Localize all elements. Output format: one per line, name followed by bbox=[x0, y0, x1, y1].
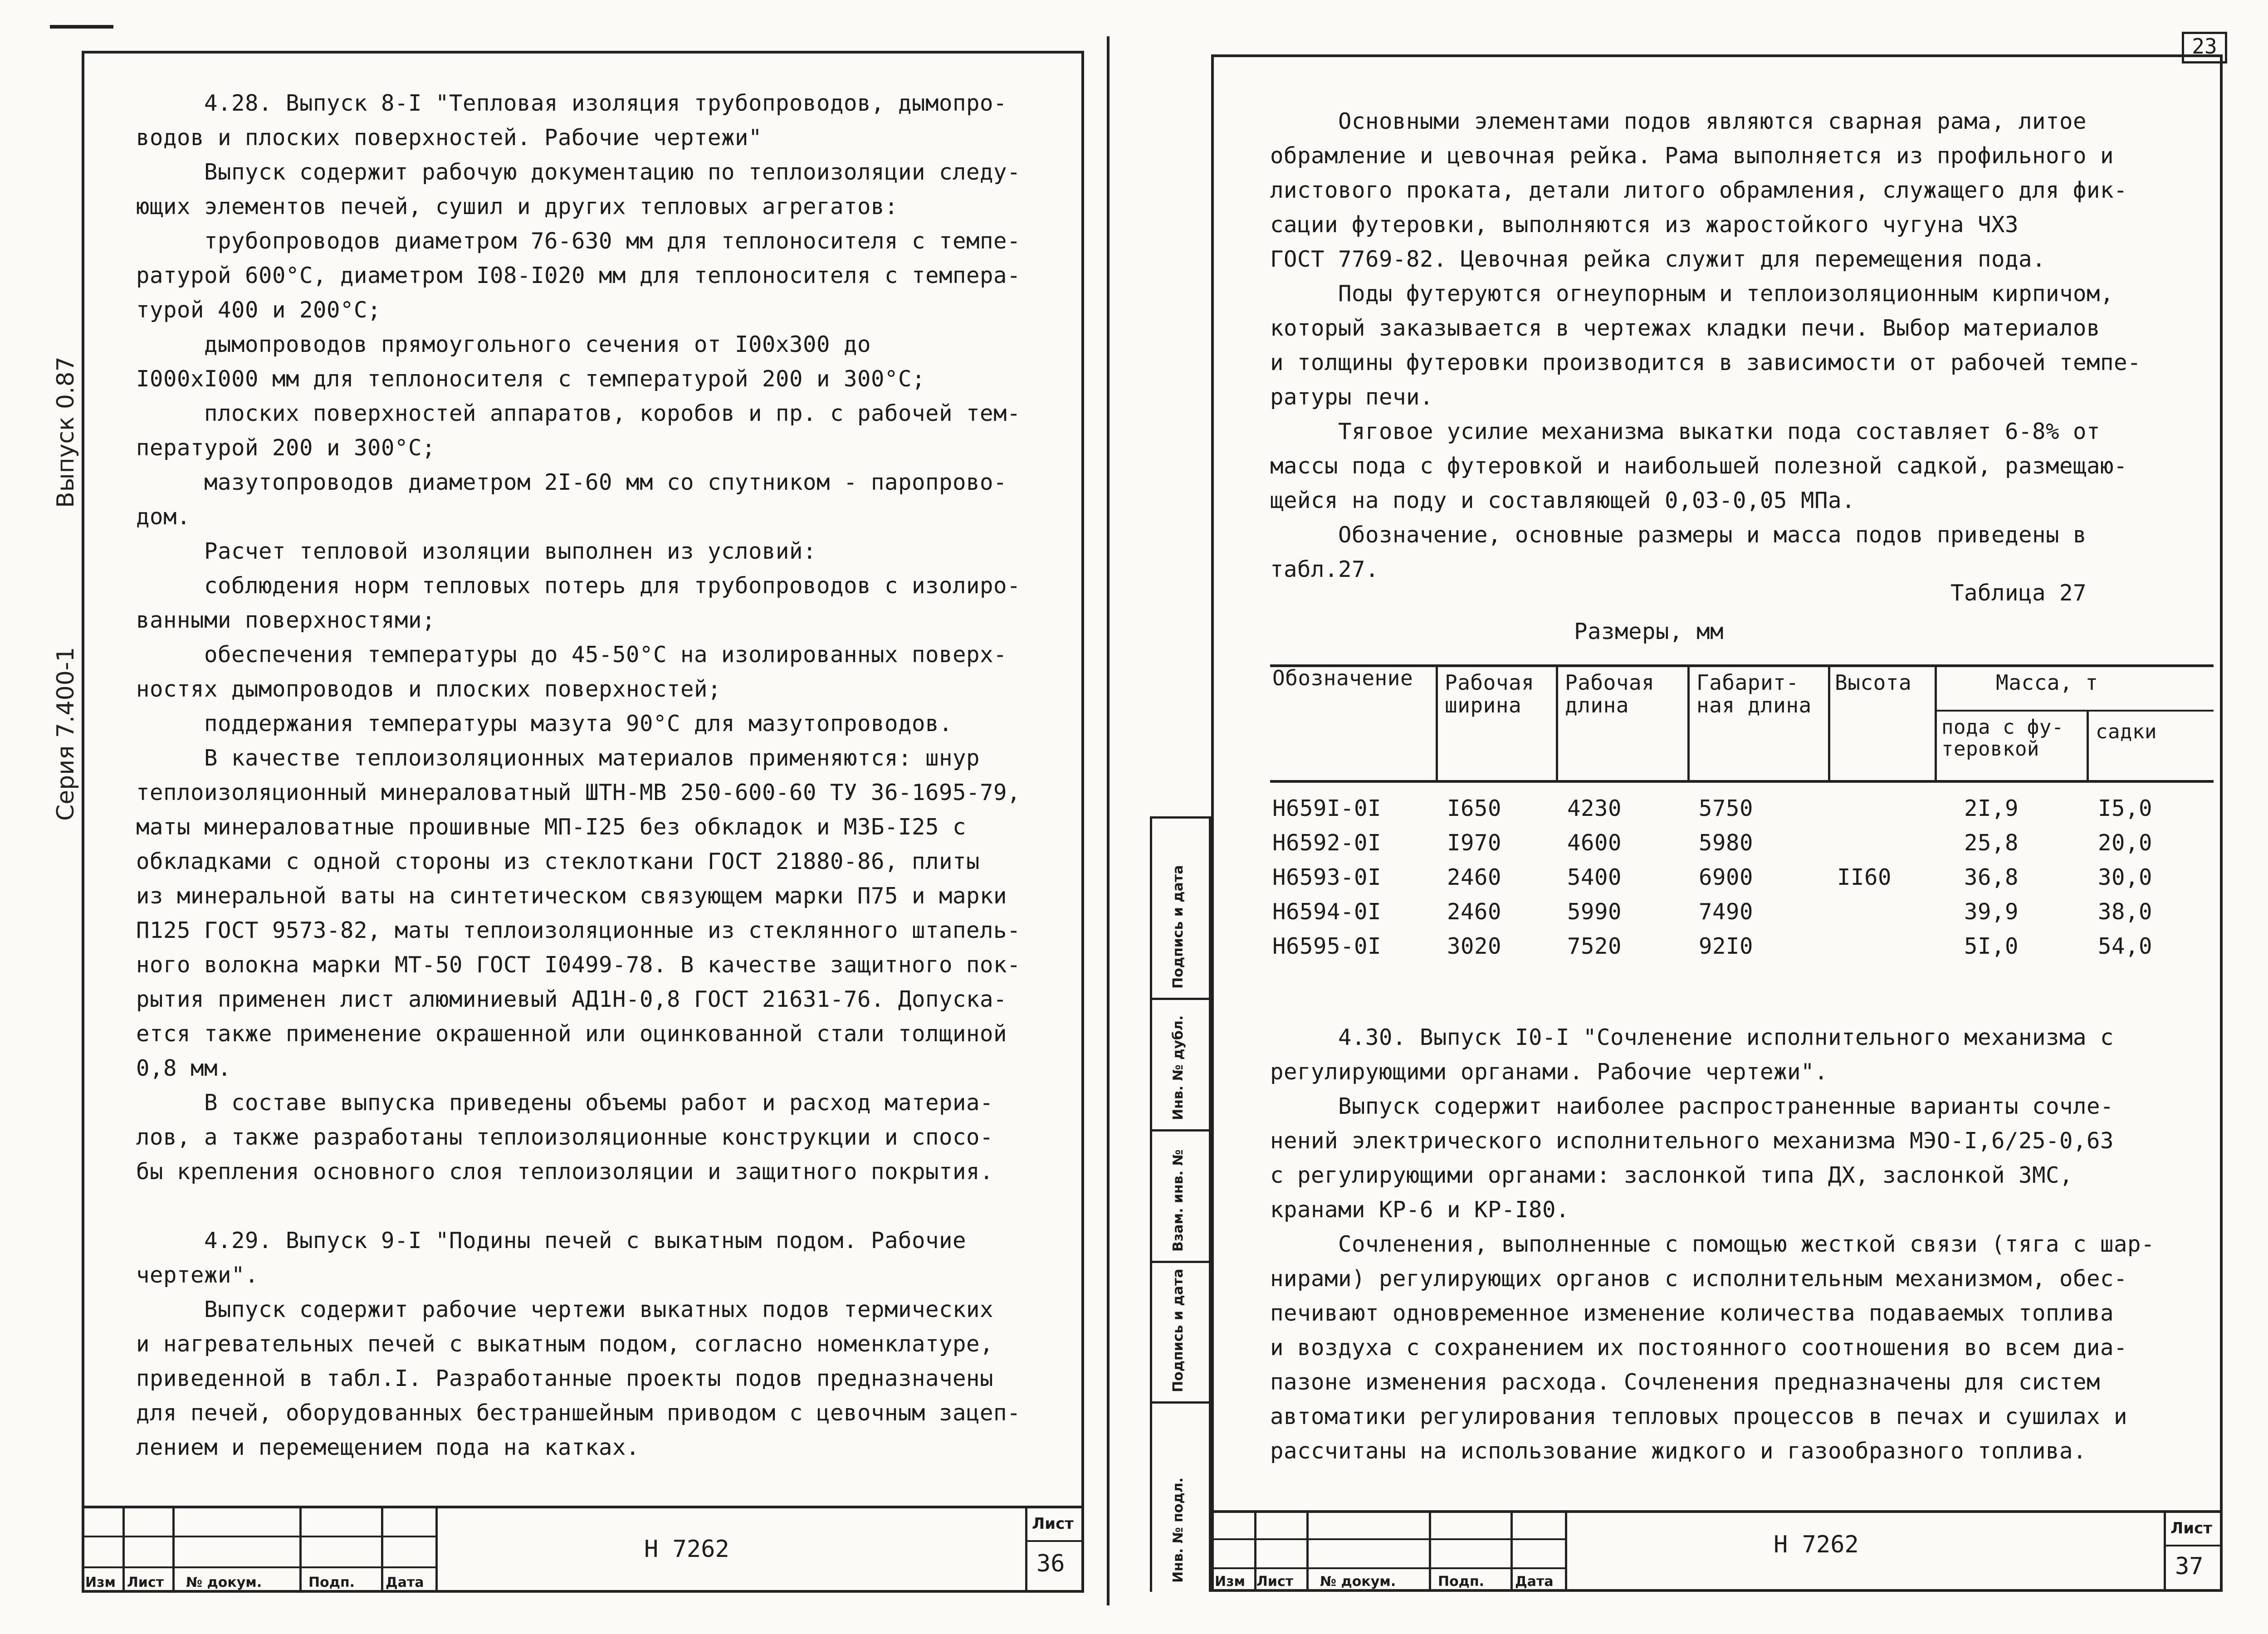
sheet-number: 37 bbox=[2175, 1553, 2204, 1580]
text-line: из минеральной ваты на синтетическом связующем марки П75 и марки bbox=[136, 883, 1007, 909]
text-line: обеспечения температуры до 45-50°C на изолированных поверх- bbox=[204, 642, 1007, 668]
page-divider bbox=[1107, 36, 1110, 1605]
text-line: обрамление и цевочная рейка. Рама выполняется из профильного и bbox=[1270, 143, 2114, 169]
table-cell: 20,0 bbox=[2098, 830, 2153, 856]
col-label-date: Дата bbox=[386, 1575, 424, 1590]
table-col-sep-3 bbox=[1687, 667, 1690, 781]
strip-label-replace-inv: Взам. инв. № bbox=[1170, 1149, 1186, 1252]
text-line: ванными поверхностями; bbox=[136, 607, 436, 633]
text-line: приведенной в табл.I. Разработанные проекты подов предназначены bbox=[136, 1366, 994, 1391]
table-cell: 5990 bbox=[1567, 899, 1622, 925]
text-line: обкладками с одной стороны из стеклоткани ГОСТ 21880-86, плиты bbox=[136, 849, 980, 874]
table-cell: 2460 bbox=[1447, 864, 1502, 890]
table-cell: 2I,9 bbox=[1964, 795, 2019, 821]
text-line: и воздуха с сохранением их постоянного соотношения во всем диа- bbox=[1270, 1335, 2128, 1361]
table-header-designation: Обозначение bbox=[1272, 666, 1413, 690]
col-label-izm: Изм bbox=[1215, 1574, 1246, 1590]
document-code: Н 7262 bbox=[1774, 1531, 1859, 1558]
text-line: Выпуск содержит рабочие чертежи выкатных подов термических bbox=[204, 1297, 994, 1322]
text-line: лением и перемещением пода на катках. bbox=[136, 1434, 640, 1460]
table-cell: I5,0 bbox=[2098, 795, 2153, 821]
table-group-header: Размеры, мм bbox=[1574, 619, 1724, 644]
text-line: печивают одновременное изменение количества подаваемых топлива bbox=[1270, 1300, 2114, 1326]
text-line: мазутопроводов диаметром 2I-60 мм со спутником - паропрово- bbox=[204, 469, 1007, 495]
text-line: автоматики регулирования тепловых процессов в печах и сушилах и bbox=[1270, 1404, 2128, 1429]
series-issue-label: Выпуск 0.87 bbox=[52, 356, 79, 508]
table-mass-subrule bbox=[1935, 710, 2214, 712]
text-line: Расчет тепловой изоляции выполнен из условий: bbox=[204, 538, 817, 564]
text-line: Выпуск содержит наиболее распространенные варианты сочле- bbox=[1338, 1093, 2114, 1119]
right-page-text-bottom bbox=[1270, 1020, 2214, 1468]
table-row-designation: Н6593-0I bbox=[1272, 864, 1382, 890]
text-line: чертежи". bbox=[136, 1262, 259, 1288]
table-cell: 36,8 bbox=[1964, 864, 2019, 890]
text-line: Основными элементами подов являются сварная рама, литое bbox=[1338, 108, 2087, 134]
table-cell: 7490 bbox=[1699, 899, 1754, 925]
text-line: ратурой 600°C, диаметром I08-I020 мм для теплоносителя с темпера- bbox=[136, 263, 1021, 288]
table-header-overall-length: Габарит-ная длина bbox=[1696, 670, 1812, 717]
text-line: дом. bbox=[136, 504, 191, 530]
col-label-sign: Подп. bbox=[1438, 1574, 1485, 1590]
text-line: ратуры печи. bbox=[1270, 384, 1434, 410]
table-cell: 4230 bbox=[1567, 795, 1622, 821]
text-line: массы пода с футеровкой и наибольшей полезной садкой, размещаю- bbox=[1270, 453, 2128, 479]
text-line: Поды футеруются огнеупорным и теплоизоляционным кирпичом, bbox=[1338, 281, 2114, 307]
table-cell: 5400 bbox=[1567, 864, 1622, 890]
text-line: ГОСТ 7769-82. Цевочная рейка служит для перемещения пода. bbox=[1270, 246, 2046, 272]
strip-label-sign-date-1: Подпись и дата bbox=[1170, 865, 1186, 989]
side-approval-strip bbox=[1150, 816, 1211, 1592]
text-line: теплоизоляционный минераловатный ШТН-МВ 250-600-60 ТУ 36-1695-79, bbox=[136, 780, 1021, 805]
table-cell: 5980 bbox=[1699, 830, 1754, 856]
text-line: Тяговое усилие механизма выкатки пода составляет 6-8% от bbox=[1338, 419, 2101, 444]
table-cell: 7520 bbox=[1567, 933, 1622, 959]
table-cell: II60 bbox=[1837, 864, 1892, 890]
text-line: Обозначение, основные размеры и масса подов приведены в bbox=[1338, 522, 2087, 548]
col-label-doc: № докум. bbox=[186, 1575, 262, 1590]
sheet-label: Лист bbox=[2170, 1519, 2212, 1537]
col-label-date: Дата bbox=[1515, 1574, 1554, 1590]
text-line: табл.27. bbox=[1270, 556, 1379, 582]
table-cell: 6900 bbox=[1699, 864, 1754, 890]
text-line: соблюдения норм тепловых потерь для трубопроводов с изолиро- bbox=[204, 573, 1021, 599]
table-header-height: Высота bbox=[1835, 670, 1912, 695]
col-label-list: Лист bbox=[127, 1575, 164, 1590]
table-col-sep-4 bbox=[1828, 667, 1830, 781]
corner-page-number: 23 bbox=[2182, 32, 2227, 63]
text-line: дымопроводов прямоугольного сечения от I00x300 до bbox=[204, 332, 871, 357]
table-header-rule bbox=[1270, 780, 2214, 783]
table-cell: 5750 bbox=[1699, 795, 1754, 821]
text-line: Сочленения, выполненные с помощью жесткой связи (тяга с шар- bbox=[1338, 1231, 2155, 1257]
text-line: ющих элементов печей, сушил и других тепловых агрегатов: bbox=[136, 194, 899, 219]
right-title-block bbox=[1211, 1510, 2223, 1592]
table-cell: 39,9 bbox=[1964, 899, 2019, 925]
text-line: кранами КР-6 и КР-I80. bbox=[1270, 1197, 1570, 1223]
text-line: рассчитаны на использование жидкого и газообразного топлива. bbox=[1270, 1438, 2087, 1464]
table-cell: 38,0 bbox=[2098, 899, 2153, 925]
text-line: лов, а также разработаны теплоизоляционные конструкции и спосо- bbox=[136, 1124, 994, 1150]
table-row-designation: Н6592-0I bbox=[1272, 830, 1382, 856]
table-caption: Таблица 27 bbox=[1950, 580, 2087, 606]
strip-label-sign-date-2: Подпись и дата bbox=[1170, 1268, 1186, 1392]
sheet-number: 36 bbox=[1036, 1550, 1065, 1577]
text-line: регулирующими органами. Рабочие чертежи". bbox=[1270, 1059, 1828, 1085]
col-label-sign: Подп. bbox=[308, 1575, 355, 1590]
table-col-sep-2 bbox=[1556, 667, 1558, 781]
text-line: нений электрического исполнительного механизма МЭО-I,6/25-0,63 bbox=[1270, 1128, 2114, 1154]
table-cell: 25,8 bbox=[1964, 830, 2019, 856]
table-cell: I970 bbox=[1447, 830, 1502, 856]
text-line: трубопроводов диаметром 76-630 мм для теплоносителя с темпе- bbox=[204, 228, 1021, 254]
text-line: водов и плоских поверхностей. Рабочие чертежи" bbox=[136, 125, 763, 151]
text-line: пазоне изменения расхода. Сочленения предназначены для систем bbox=[1270, 1369, 2101, 1395]
text-line: который заказывается в чертежах кладки печи. Выбор материалов bbox=[1270, 315, 2101, 341]
table-cell: 5I,0 bbox=[1964, 933, 2019, 959]
text-line: В качестве теплоизоляционных материалов применяются: шнур bbox=[204, 745, 980, 771]
table-cell: 2460 bbox=[1447, 899, 1502, 925]
text-line: ется также применение окрашенной или оцинкованной стали толщиной bbox=[136, 1021, 1007, 1047]
table-cell: 4600 bbox=[1567, 830, 1622, 856]
text-line: поддержания температуры мазута 90°C для мазутопроводов. bbox=[204, 711, 953, 737]
text-line: П125 ГОСТ 9573-82, маты теплоизоляционные из стеклянного штапель- bbox=[136, 917, 1021, 943]
table-subheader-load: садки bbox=[2096, 720, 2157, 743]
table-col-sep-5 bbox=[1935, 667, 1937, 781]
text-line: нирами) регулирующих органов с исполнительным механизмом, обес- bbox=[1270, 1266, 2128, 1292]
table-header-length: Рабочая длина bbox=[1565, 670, 1655, 717]
text-line: для печей, оборудованных бестраншейным приводом с цевочным зацеп- bbox=[136, 1400, 1021, 1426]
table-row-designation: Н6595-0I bbox=[1272, 933, 1382, 959]
series-label: Серия 7.400-1 bbox=[52, 647, 79, 821]
top-left-mark bbox=[50, 25, 113, 29]
text-line: I000xI000 мм для теплоносителя с температурой 200 и 300°C; bbox=[136, 366, 926, 392]
document-code: Н 7262 bbox=[644, 1536, 729, 1563]
table-row-designation: Н6594-0I bbox=[1272, 899, 1382, 925]
text-line: В составе выпуска приведены объемы работ и расход материа- bbox=[204, 1090, 994, 1116]
table-cell: 54,0 bbox=[2098, 933, 2153, 959]
text-line: с регулирующими органами: заслонкой типа ДХ, заслонкой ЗМС, bbox=[1270, 1162, 2073, 1188]
text-line: 4.30. Выпуск I0-I "Сочленение исполнительного механизма с bbox=[1338, 1024, 2114, 1050]
text-line: бы крепления основного слоя теплоизоляции и защитного покрытия. bbox=[136, 1159, 994, 1185]
text-line: маты минераловатные прошивные МП-I25 без обкладок и МЗБ-I25 с bbox=[136, 814, 967, 840]
text-line: Выпуск содержит рабочую документацию по теплоизоляции следу- bbox=[204, 159, 1021, 185]
table-cell: 30,0 bbox=[2098, 864, 2153, 890]
table-row-designation: Н659I-0I bbox=[1272, 795, 1382, 821]
text-line: ностях дымопроводов и плоских поверхностей; bbox=[136, 676, 722, 702]
text-line: щейся на поду и составляющей 0,03-0,05 МПа. bbox=[1270, 488, 1856, 513]
table-cell: 92I0 bbox=[1699, 933, 1754, 959]
col-label-doc: № докум. bbox=[1320, 1574, 1396, 1590]
text-line: пературой 200 и 300°C; bbox=[136, 435, 436, 461]
text-line: ного волокна марки МТ-50 ГОСТ I0499-78. В качестве защитного пок- bbox=[136, 952, 1021, 978]
text-line: плоских поверхностей аппаратов, коробов и пр. с рабочей тем- bbox=[204, 400, 1021, 426]
text-line: сации футеровки, выполняются из жаростойкого чугуна ЧХЗ bbox=[1270, 212, 2019, 238]
table-col-sep-1 bbox=[1436, 667, 1438, 781]
left-title-block bbox=[82, 1506, 1084, 1593]
strip-label-orig-inv: Инв. № подл. bbox=[1170, 1477, 1186, 1583]
col-label-izm: Изм bbox=[85, 1575, 116, 1590]
text-line: рытия применен лист алюминиевый АД1Н-0,8 ГОСТ 21631-76. Допуска- bbox=[136, 986, 1007, 1012]
table-cell: I650 bbox=[1447, 795, 1502, 821]
text-line: 4.29. Выпуск 9-I "Подины печей с выкатным подом. Рабочие bbox=[204, 1228, 967, 1254]
left-page-text bbox=[136, 86, 1070, 1465]
strip-label-dup-inv: Инв. № дубл. bbox=[1170, 1015, 1186, 1120]
text-line: и нагревательных печей с выкатным подом, согласно номенклатуре, bbox=[136, 1331, 994, 1357]
col-label-list: Лист bbox=[1256, 1574, 1294, 1590]
table-col-sep-6 bbox=[2087, 711, 2089, 781]
table-header-mass: Масса, т bbox=[1996, 670, 2098, 695]
text-line: и толщины футеровки производится в зависимости от рабочей темпе- bbox=[1270, 350, 2141, 376]
sheet-label: Лист bbox=[1032, 1515, 1074, 1533]
text-line: листового проката, детали литого обрамления, служащего для фик- bbox=[1270, 177, 2128, 203]
right-page-text-top bbox=[1270, 104, 2214, 587]
table-header-width: Рабочая ширина bbox=[1445, 670, 1535, 717]
table-subheader-hearth: пода с фу-теровкой bbox=[1941, 716, 2064, 761]
text-line bbox=[136, 1189, 1070, 1224]
text-line: 4.28. Выпуск 8-I "Тепловая изоляция трубопроводов, дымопро- bbox=[204, 90, 1007, 116]
text-line: турой 400 и 200°C; bbox=[136, 297, 381, 323]
text-line: 0,8 мм. bbox=[136, 1055, 232, 1081]
table-cell: 3020 bbox=[1447, 933, 1502, 959]
